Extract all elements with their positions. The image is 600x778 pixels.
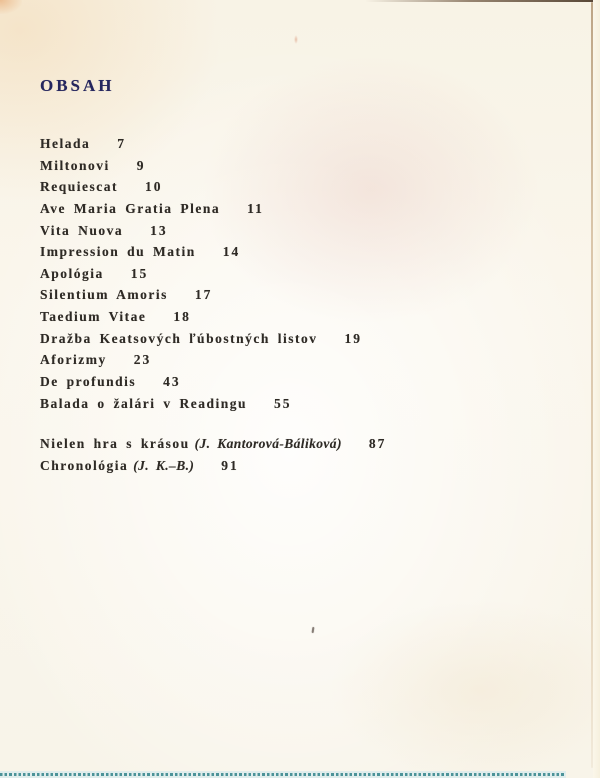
toc-entry-page-number: 55: [274, 395, 292, 411]
toc-entry-title: Aforizmy: [40, 352, 107, 368]
toc-entry-note: (J. Kantorová-Báliková): [194, 436, 342, 452]
table-of-contents: [40, 133, 576, 477]
page-edge-margin: [593, 0, 600, 778]
toc-entry: [40, 176, 576, 198]
page-edge-line: [591, 2, 593, 768]
toc-entry-page-number: 91: [221, 457, 239, 473]
scan-corner-smudge: [0, 0, 22, 14]
toc-entry-title: De profundis: [40, 374, 137, 390]
toc-entry: [40, 284, 576, 306]
toc-entry: [40, 455, 576, 477]
toc-entry: [40, 306, 576, 328]
scan-top-edge-shadow: [365, 0, 600, 2]
toc-entry: [40, 155, 576, 177]
toc-entry-title: Requiescat: [40, 179, 118, 195]
bottom-dashed-line: [0, 773, 566, 776]
toc-entry-title: Dražba Keatsových ľúbostných listov: [40, 330, 318, 346]
toc-entry-page-number: 87: [368, 436, 387, 452]
toc-entry-title: Taedium Vitae: [40, 309, 147, 325]
toc-entry-title: Balada o žalári v Readingu: [40, 395, 248, 411]
toc-entry-page-number: 43: [163, 374, 181, 390]
toc-entry-page-number: 23: [133, 352, 152, 368]
toc-entry-title: Chronológia: [40, 457, 129, 473]
toc-entry-title: Vita Nuova: [40, 222, 124, 238]
toc-entry: [40, 263, 576, 285]
scan-speck: [294, 35, 298, 44]
toc-entry-title: Silentium Amoris: [40, 287, 168, 303]
toc-entry: [40, 328, 576, 350]
toc-entry: [40, 220, 576, 242]
toc-entry-title: Ave Maria Gratia Plena: [40, 200, 221, 216]
toc-entry: [40, 198, 576, 220]
toc-entry-title: Miltonovi: [40, 157, 110, 173]
toc-entry: [40, 393, 576, 415]
toc-entry-page-number: 15: [130, 265, 149, 281]
toc-entry-page-number: 18: [173, 309, 191, 325]
toc-entry-page-number: 19: [344, 330, 362, 346]
toc-entry-page-number: 7: [117, 136, 127, 151]
toc-entry-page-number: 14: [222, 244, 241, 260]
toc-entry-page-number: 11: [247, 200, 264, 216]
toc-entry-page-number: 17: [194, 287, 213, 303]
toc-entry: [40, 433, 576, 455]
toc-entry-title: Helada: [40, 136, 91, 151]
toc-entry-title: Nielen hra s krásou: [40, 436, 190, 452]
toc-entry: [40, 371, 576, 393]
toc-entry: [40, 241, 576, 263]
toc-entry-page-number: 13: [150, 222, 168, 238]
scan-speck: [312, 627, 315, 633]
toc-entry-title: Impression du Matin: [40, 244, 196, 260]
toc-entry: [40, 133, 576, 155]
toc-entry: [40, 349, 576, 371]
toc-entry-note: (J. K.–B.): [133, 457, 195, 473]
contents-heading: OBSAH: [40, 76, 115, 95]
toc-entry-page-number: 9: [136, 157, 146, 173]
page-bottom-edge: [0, 771, 566, 778]
toc-entry-title: Apológia: [40, 265, 104, 281]
toc-entry-page-number: 10: [145, 179, 163, 195]
